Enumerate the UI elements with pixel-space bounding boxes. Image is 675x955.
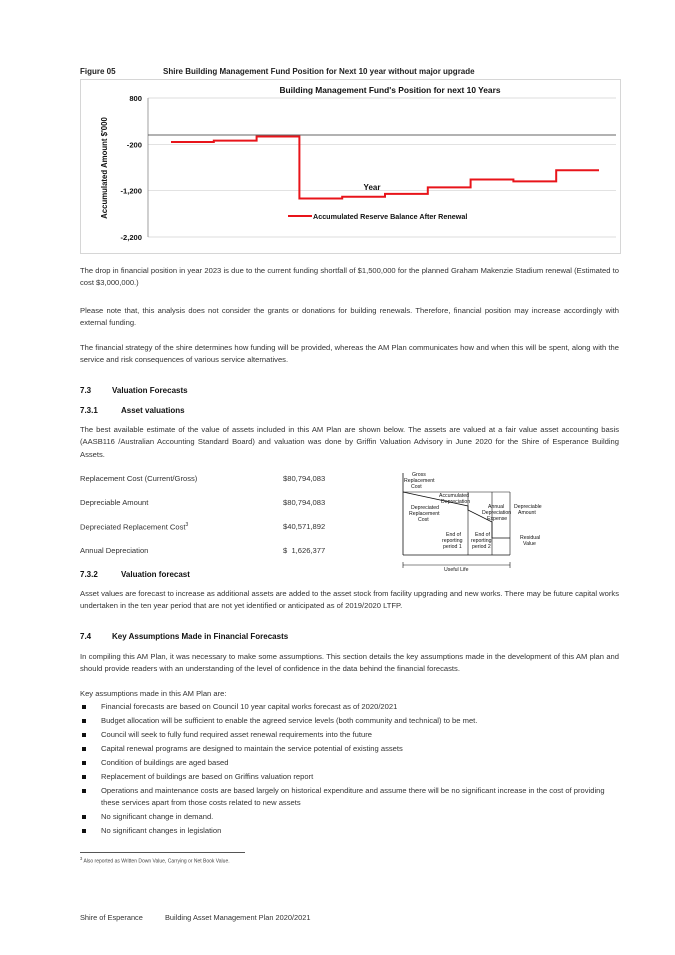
valuation-value: $80,794,083 [283, 474, 326, 483]
drc-label-1: Depreciated [411, 505, 439, 511]
end1-label-2: reporting [442, 538, 463, 544]
section-7-3-2-number: 7.3.2 [80, 570, 98, 579]
y-tick-label: -2,200 [120, 233, 142, 242]
drc-label-2: Replacement [409, 511, 440, 517]
paragraph-financial-strategy: The financial strategy of the shire determines how funding will be provided, whereas the AM Plan communicates how and when this will be spent, along with the service and risk consequences of various service alternatives. [80, 343, 619, 365]
valuation-label: Replacement Cost (Current/Gross) [80, 474, 198, 483]
residual-label-1: Residual [520, 535, 541, 541]
x-axis-label: Year [363, 183, 381, 192]
valuation-value: $40,571,892 [283, 522, 326, 531]
y-axis-label: Accumulated Amount $'000 [100, 117, 109, 219]
valuation-label: Depreciable Amount [80, 498, 149, 507]
section-7-3-1-title: Asset valuations [121, 406, 185, 415]
list-item: Council will seek to fully fund required asset renewal requirements into the future [80, 729, 619, 741]
residual-label-2: Value [523, 541, 536, 547]
chart-svg [81, 80, 620, 253]
gross-label-1: Gross [412, 472, 426, 478]
end2-label-2: reporting [471, 538, 492, 544]
depreciable-label-1: Depreciable [514, 504, 542, 510]
fund-position-chart [80, 79, 621, 254]
footer-org: Shire of Esperance [80, 913, 143, 922]
assumptions-list [80, 701, 619, 839]
y-tick-label: 800 [129, 94, 142, 103]
annual-label-2: Depreciation [482, 510, 512, 516]
list-item: Financial forecasts are based on Council 10 year capital works forecast as of 2020/2021 [80, 701, 619, 713]
footnote-text: Also reported as Written Down Value, Carrying or Net Book Value. [83, 858, 230, 865]
paragraph-funding-shortfall: The drop in financial position in year 2023 is due to the current funding shortfall of $1,500,000 for the planned Graham Makenzie Stadium renewal (Estimated to cost $3,000,000.) [80, 266, 619, 288]
section-7-4-title: Key Assumptions Made in Financial Forecasts [112, 632, 289, 641]
figure-label: Figure 05 [80, 67, 116, 76]
list-item: Budget allocation will be sufficient to enable the agreed service levels (both community and technical) to be met. [80, 715, 619, 727]
end1-label-3: period 1 [443, 544, 462, 550]
useful-life-label: Useful Life [444, 567, 469, 572]
list-item: Capital renewal programs are designed to maintain the service potential of existing assets [80, 743, 619, 755]
drc-label-3: Cost [418, 517, 429, 523]
figure-caption: Shire Building Management Fund Position for Next 10 year without major upgrade [163, 67, 475, 76]
depreciation-diagram [398, 470, 558, 572]
section-7-3-number: 7.3 [80, 386, 92, 395]
list-item: Condition of buildings are aged based [80, 757, 619, 769]
accum-label-1: Accumulated [439, 493, 469, 499]
y-tick-label: -1,200 [120, 186, 142, 196]
end2-label-3: period 2 [472, 544, 491, 550]
gross-label-2: Replacement [404, 478, 435, 484]
section-7-3-title: Valuation Forecasts [112, 386, 188, 395]
accum-label-2: Depreciation [441, 499, 471, 505]
legend-label: Accumulated Reserve Balance After Renewal [313, 212, 468, 221]
series-line [171, 137, 599, 199]
y-tick-label: -200 [126, 140, 142, 150]
gross-label-3: Cost [411, 484, 422, 490]
footnote-number: 3 [80, 856, 83, 861]
valuation-forecast-paragraph: Asset values are forecast to increase as additional assets are added to the asset stock from facility upgrading and new works. There may be future capital works undertaken in the ten year period that are not yet identified or anticipated as of 2019/2020 LTFP. [80, 589, 619, 611]
list-item: No significant changes in legislation [80, 825, 619, 837]
assumptions-intro: In compiling this AM Plan, it was necessary to make some assumptions. This section details the key assumptions made in the development of this AM plan and should provide readers with an understanding of the level of confidence in the data behind the financial forecasts. [80, 652, 619, 674]
end1-label-1: End of [446, 532, 461, 538]
paragraph-grants-note: Please note that, this analysis does not consider the grants or donations for building renewals. Therefore, financial position may increase accordingly with external funding. [80, 306, 619, 328]
depreciable-label-2: Amount [518, 510, 536, 516]
annual-label-1: Annual [488, 504, 505, 510]
asset-valuations-paragraph: The best available estimate of the value of assets included in this AM Plan are shown below. The assets are valued at a fair value asset accounting basis (AASB116 /Australian Accounting Standard Board) and valuation was done by Griffin Valuation Advisory in June 2020 for the Shire of Esperance Building Assets. [80, 425, 619, 459]
assumptions-lead: Key assumptions made in this AM Plan are: [80, 689, 227, 698]
list-item: Operations and maintenance costs are based largely on historical expenditure and assume there will be no significant increase in the cost of providing these services apart from those costs related to new assets [80, 785, 619, 810]
valuation-value: $ 1,626,377 [283, 546, 326, 555]
valuation-label: Depreciated Replacement Cost$^3$ [80, 522, 189, 532]
list-item: No significant change in demand. [80, 811, 619, 823]
chart-title: Building Management Fund's Position for next 10 Years [279, 85, 501, 95]
footnote-ref[interactable]: 3 [185, 522, 189, 528]
footnote [80, 856, 230, 865]
annual-label-3: Expense [487, 516, 508, 522]
list-item: Replacement of buildings are based on Griffins valuation report [80, 771, 619, 783]
section-7-3-2-title: Valuation forecast [121, 570, 190, 579]
end2-label-1: End of [475, 532, 490, 538]
footer-doc-title: Building Asset Management Plan 2020/2021 [165, 913, 311, 922]
footnote-rule [80, 852, 245, 853]
valuation-value: $80,794,083 [283, 498, 326, 507]
section-7-3-1-number: 7.3.1 [80, 406, 98, 415]
valuation-label: Annual Depreciation [80, 546, 149, 555]
section-7-4-number: 7.4 [80, 632, 92, 641]
